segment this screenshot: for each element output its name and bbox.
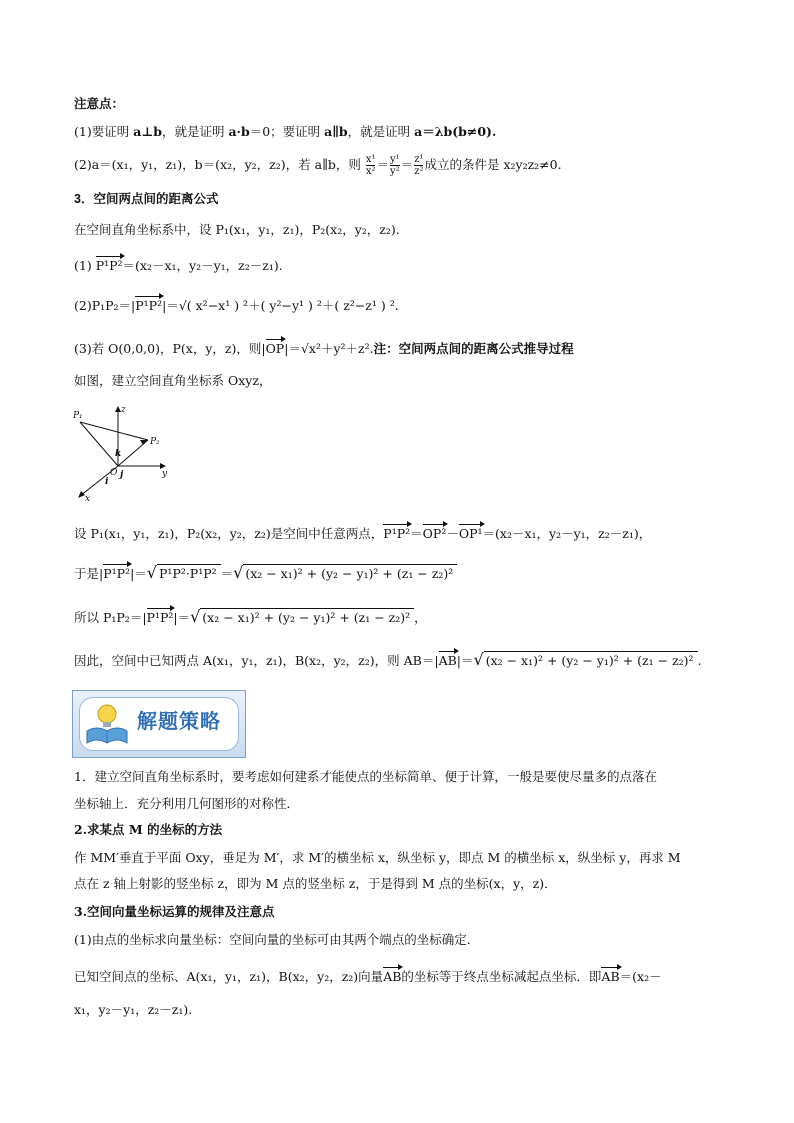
derivation-line-1: 设 P₁(x₁，y₁，z₁)，P₂(x₂，y₂，z₂)是空间中任意两点，P¹P²＝OP²－OP¹＝(x₂－x₁，y₂－y₁，z₂－z₁)， (74, 526, 652, 541)
lightbulb-book-icon (83, 701, 131, 747)
fraction-x: $\frac{\text{x¹}}{\text{x²}}$ (365, 154, 376, 177)
item-1: (1) P¹P²＝(x₂－x₁，y₂－y₁，z₂－z₁). (74, 258, 283, 273)
x-arrow (78, 491, 85, 498)
strategy-3-title: 3.空间向量坐标运算的规律及注意点 (74, 904, 275, 919)
note-1: (1)要证明 a⊥b，就是证明 a·b＝0；要证明 a∥b，就是证明 a＝λb(b≠0). (74, 124, 497, 139)
derivation-line-4: 因此，空间中已知两点 A(x₁，y₁，z₁)，B(x₂，y₂，z₂)，则 AB＝|AB|＝√ (x₂ − x₁)² + (y₂ − y₁)² + (z₁ − z₂)² . (74, 650, 702, 669)
section-3-title: 3．空间两点间的距离公式 (74, 192, 219, 206)
fraction-y: $\frac{\text{y¹}}{\text{y²}}$ (390, 154, 400, 177)
label-p2: P₂ (150, 437, 160, 447)
label-j: j (120, 470, 124, 480)
fraction-z: $\frac{\text{z¹}}{\text{z²}}$ (414, 154, 424, 177)
strategy-1-line-1: 1．建立空间直角坐标系时，要考虑如何建系才能使点的坐标简单、便于计算，一般是要使尽量多的点落在 (74, 769, 657, 784)
strategy-2-title: 2.求某点 M 的坐标的方法 (74, 822, 223, 837)
segment-op1 (80, 422, 118, 466)
label-i: i (105, 477, 109, 487)
label-o: O (110, 468, 118, 478)
strategy-3-line-3: x₁，y₂－y₁，z₂－z₁). (74, 1002, 193, 1017)
label-z: z (121, 405, 126, 415)
strategy-3-line-1: (1)由点的坐标求向量坐标：空间向量的坐标可由其两个端点的坐标确定． (74, 932, 480, 947)
strategy-3-line-2: 已知空间点的坐标、A(x₁，y₁，z₁)，B(x₂，y₂，z₂)向量AB的坐标等于终点坐标减起点坐标．即AB＝(x₂－ (74, 969, 662, 984)
intro-text: 在空间直角坐标系中，设 P₁(x₁，y₁，z₁)，P₂(x₂，y₂，z₂). (74, 222, 400, 237)
item-2: (2)P₁P₂＝|P¹P²|＝√( x²−x¹ ) ²＋( y²−y¹ ) ²＋( z²−z¹ ) ². (74, 298, 399, 313)
figure-intro: 如图，建立空间直角坐标系 Oxyz， (74, 373, 272, 388)
note-2: (2)a＝(x₁，y₁，z₁)，b＝(x₂，y₂，z₂)，若 a∥b，则 $\frac{\text{x¹}}{\text{x²}}$ ＝ $\frac{\text{y¹}}{\text{y²}}$ ＝ $\frac{\text{z¹}}{\text{z²}}$ 成立的条件是 x₂y₂z₂≠0. (74, 154, 562, 177)
derivation-line-3: 所以 P₁P₂＝|P¹P²|＝√ (x₂ − x₁)² + (y₂ − y₁)² + (z₁ − z₂)² ， (74, 607, 427, 626)
label-x: x (85, 494, 91, 504)
derivation-line-2: 于是|P¹P²|＝√ P¹P²·P¹P² ＝√ (x₂ − x₁)² + (y₂ − y₁)² + (z₁ − z₂)² (74, 564, 457, 582)
label-p1: P₁ (73, 411, 83, 421)
item-3: (3)若 O(0,0,0)，P(x，y，z)，则|OP|＝√x²＋y²＋z².注：空间两点间的距离公式推导过程 (74, 341, 574, 356)
strategy-2-line-1: 作 MM′垂直于平面 Oxy，垂足为 M′，求 M′的横坐标 x，纵坐标 y，即点 M 的横坐标 x，纵坐标 y，再求 M (74, 850, 681, 865)
label-k: k (115, 449, 122, 459)
notes-title: 注意点： (74, 96, 125, 111)
label-y: y (162, 469, 168, 479)
p2-arrow (140, 440, 148, 445)
banner-title: 解题策略 (137, 709, 221, 733)
strategy-1-line-2: 坐标轴上．充分利用几何图形的对称性． (74, 796, 300, 811)
strategy-banner (72, 690, 246, 758)
strategy-2-line-2: 点在 z 轴上射影的竖坐标 z，即为 M 点的竖坐标 z，于是得到 M 点的坐标(x，y，z)． (74, 876, 557, 891)
segment-p1p2 (80, 422, 148, 440)
coordinate-diagram (72, 404, 182, 504)
